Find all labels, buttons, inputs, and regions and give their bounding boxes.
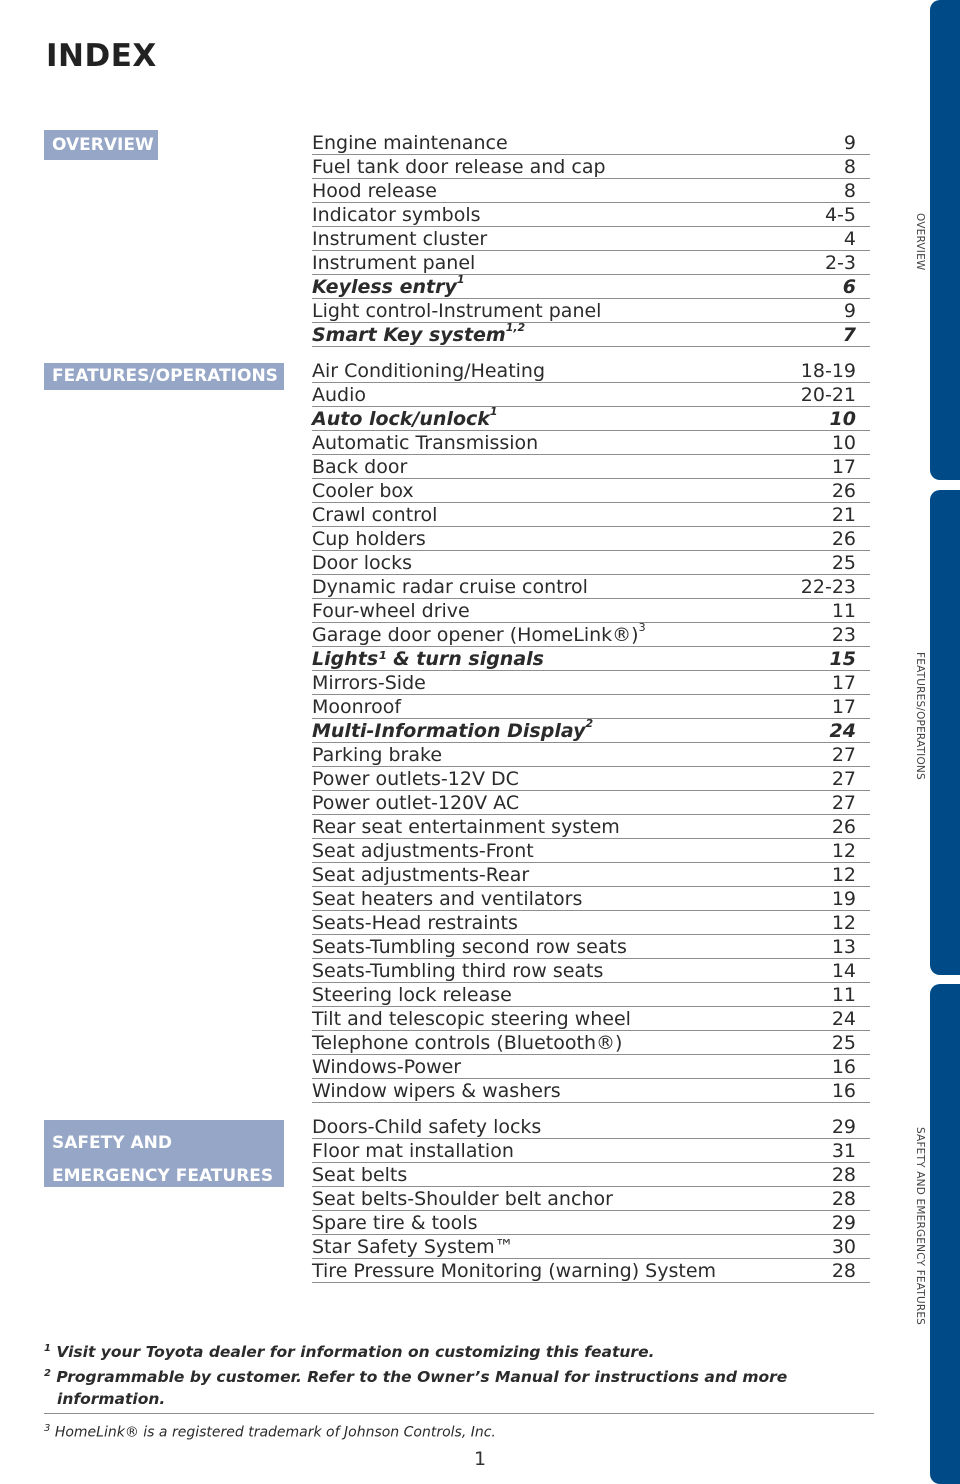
- index-entry-page: 9: [843, 300, 856, 322]
- index-entry: [312, 1115, 870, 1139]
- index-entry-text: Door locks: [312, 552, 412, 574]
- index-entry-page: 17: [831, 456, 856, 478]
- index-entry-text: Steering lock release: [312, 984, 512, 1006]
- index-entry-page: 10: [831, 432, 856, 454]
- index-entry-text: Smart Key system$^{1,2}$: [312, 320, 526, 346]
- index-entry-text: Cooler box: [312, 480, 414, 502]
- index-entry-page: 26: [831, 528, 856, 550]
- index-entry-page: 24: [829, 720, 856, 742]
- tab-label-overview: OVERVIEW: [914, 213, 926, 271]
- section-label-overview: OVERVIEW: [44, 130, 158, 160]
- footnote-2: [44, 1363, 874, 1410]
- section-label-safety: [44, 1120, 284, 1187]
- index-entry: [312, 911, 870, 935]
- index-entry-text: Seat heaters and ventilators: [312, 888, 583, 910]
- features-index-list: [312, 359, 870, 1103]
- index-entry-page: 21: [831, 504, 856, 526]
- index-entry-page: 23: [831, 624, 856, 646]
- tab-overview[interactable]: [930, 0, 960, 480]
- index-entry-page: 13: [831, 936, 856, 958]
- index-entry: [312, 599, 870, 623]
- index-entry-page: 12: [831, 840, 856, 862]
- overview-index-list: [312, 131, 870, 347]
- index-entry-page: 2-3: [824, 252, 856, 274]
- footnote-3-mark: 3: [44, 1423, 51, 1435]
- index-entry-page: 22-23: [800, 576, 856, 598]
- index-entry-page: 10: [829, 408, 856, 430]
- index-entry: [312, 299, 870, 323]
- index-entry-text: Window wipers & washers: [312, 1080, 561, 1102]
- index-entry-page: 4-5: [824, 204, 856, 226]
- index-entry: [312, 227, 870, 251]
- index-entry-text: Lights¹ & turn signals: [312, 648, 544, 670]
- index-entry-text: Seat belts: [312, 1164, 408, 1186]
- index-entry: [312, 743, 870, 767]
- index-entry-page: 11: [831, 984, 856, 1006]
- index-entry: [312, 1007, 870, 1031]
- index-entry-text: Dynamic radar cruise control: [312, 576, 588, 598]
- tab-label-features: FEATURES/OPERATIONS: [914, 652, 926, 780]
- index-entry-page: 8: [843, 180, 856, 202]
- index-entry-text: Floor mat installation: [312, 1140, 514, 1162]
- index-entry-page: 20-21: [800, 384, 856, 406]
- index-entry: [312, 155, 870, 179]
- index-entry-text: Light control-Instrument panel: [312, 300, 602, 322]
- index-entry-page: 28: [831, 1188, 856, 1210]
- page-number: 1: [473, 1448, 487, 1470]
- index-entry-text: Rear seat entertainment system: [312, 816, 620, 838]
- index-entry-page: 27: [831, 792, 856, 814]
- footnote-2-text-a: Programmable by customer. Refer to the Owner’s Manual for instructions and more: [56, 1368, 788, 1387]
- index-entry: [312, 551, 870, 575]
- index-entry-page: 16: [831, 1080, 856, 1102]
- index-entry: [312, 251, 870, 275]
- index-entry-text: Seat adjustments-Front: [312, 840, 534, 862]
- index-entry-page: 25: [831, 1032, 856, 1054]
- footnote-3: [44, 1418, 874, 1444]
- index-entry-text: Mirrors-Side: [312, 672, 426, 694]
- index-entry: [312, 839, 870, 863]
- index-entry: [312, 815, 870, 839]
- index-entry-page: 27: [831, 768, 856, 790]
- index-entry-text: Parking brake: [312, 744, 443, 766]
- index-entry-page: 28: [831, 1164, 856, 1186]
- index-entry-text: Four-wheel drive: [312, 600, 470, 622]
- index-entry: [312, 887, 870, 911]
- index-entry-text: Tire Pressure Monitoring (warning) System: [312, 1260, 717, 1282]
- index-entry-text: Audio: [312, 384, 367, 406]
- section-label-safety-line2: EMERGENCY FEATURES: [52, 1166, 274, 1186]
- index-entry-text: Seat belts-Shoulder belt anchor: [312, 1188, 613, 1210]
- footnote-divider: [44, 1413, 874, 1414]
- index-entry-text: Hood release: [312, 180, 437, 202]
- index-entry-text: Instrument cluster: [312, 228, 488, 250]
- index-entry: [312, 983, 870, 1007]
- index-entry-text: Spare tire & tools: [312, 1212, 478, 1234]
- index-entry: [312, 863, 870, 887]
- index-entry-text: Garage door opener (HomeLink®)$^3$: [312, 620, 646, 646]
- index-entry-page: 18-19: [800, 360, 856, 382]
- safety-index-list: [312, 1115, 870, 1283]
- footnote-3-text: HomeLink® is a registered trademark of Johnson Controls, Inc.: [54, 1424, 496, 1441]
- index-entry-page: 16: [831, 1056, 856, 1078]
- page-title: INDEX: [46, 38, 157, 74]
- index-entry-page: 30: [831, 1236, 856, 1258]
- index-entry-text: Power outlet-120V AC: [312, 792, 520, 814]
- index-entry-page: 17: [831, 672, 856, 694]
- index-entry: [312, 1055, 870, 1079]
- index-entry: [312, 1031, 870, 1055]
- index-entry: [312, 695, 870, 719]
- index-entry: [312, 791, 870, 815]
- index-entry-text: Seats-Tumbling third row seats: [312, 960, 604, 982]
- footnote-1: [44, 1338, 874, 1363]
- footnote-1-text: Visit your Toyota dealer for information on customizing this feature.: [56, 1343, 655, 1362]
- index-entry-text: Tilt and telescopic steering wheel: [312, 1008, 631, 1030]
- index-entry-page: 27: [831, 744, 856, 766]
- index-entry: [312, 404, 870, 431]
- index-entry-page: 9: [843, 132, 856, 154]
- index-entry: [312, 1259, 870, 1283]
- index-entry: [312, 575, 870, 599]
- tab-safety[interactable]: [930, 984, 960, 1484]
- index-entry-text: Automatic Transmission: [312, 432, 539, 454]
- index-entry: [312, 959, 870, 983]
- index-entry-page: 31: [831, 1140, 856, 1162]
- index-entry: [312, 179, 870, 203]
- index-entry-page: 7: [842, 324, 856, 346]
- footnote-1-mark: 1: [44, 1343, 51, 1354]
- index-entry-page: 12: [831, 912, 856, 934]
- index-entry: [312, 671, 870, 695]
- index-entry-text: Indicator symbols: [312, 204, 481, 226]
- index-entry-page: 8: [843, 156, 856, 178]
- index-entry-page: 25: [831, 552, 856, 574]
- index-entry: [312, 131, 870, 155]
- index-entry-text: Power outlets-12V DC: [312, 768, 519, 790]
- section-label-features: FEATURES/OPERATIONS: [44, 363, 284, 390]
- index-entry-page: 28: [831, 1260, 856, 1282]
- index-entry-text: Auto lock/unlock$^1$: [312, 404, 498, 430]
- index-entry: [312, 203, 870, 227]
- footnote-2-text-b: information.: [57, 1390, 166, 1409]
- index-entry-footnote-mark: 1: [456, 272, 465, 286]
- section-label-safety-line1: SAFETY AND: [52, 1133, 172, 1153]
- index-entry-text: Telephone controls (Bluetooth®): [312, 1032, 623, 1054]
- index-entry-text: Cup holders: [312, 528, 426, 550]
- index-entry-page: 11: [831, 600, 856, 622]
- index-entry: [312, 359, 870, 383]
- footnotes: [44, 1338, 874, 1444]
- index-entry-text: Back door: [312, 456, 408, 478]
- index-entry-text: Air Conditioning/Heating: [312, 360, 546, 382]
- index-entry-text: Moonroof: [312, 696, 402, 718]
- index-entry: [312, 431, 870, 455]
- footnote-2-mark: 2: [44, 1368, 51, 1380]
- index-entry-text: Doors-Child safety locks: [312, 1116, 542, 1138]
- index-entry-text: Seat adjustments-Rear: [312, 864, 530, 886]
- index-entry: [312, 620, 870, 647]
- index-entry: [312, 272, 870, 299]
- index-entry-text: Seats-Tumbling second row seats: [312, 936, 627, 958]
- index-entry: [312, 1079, 870, 1103]
- index-entry-text: Windows-Power: [312, 1056, 462, 1078]
- tab-features[interactable]: [930, 490, 960, 975]
- index-entry-text: Star Safety System™: [312, 1236, 514, 1258]
- index-entry: [312, 527, 870, 551]
- index-entry: [312, 1187, 870, 1211]
- index-entry-page: 24: [831, 1008, 856, 1030]
- index-entry-footnote-mark: 2: [585, 716, 594, 730]
- index-entry-page: 6: [842, 276, 856, 298]
- index-entry-text: Fuel tank door release and cap: [312, 156, 606, 178]
- index-entry-page: 17: [831, 696, 856, 718]
- index-entry: [312, 320, 870, 347]
- index-entry: [312, 503, 870, 527]
- index-entry: [312, 383, 870, 407]
- index-entry: [312, 1235, 870, 1259]
- index-entry-page: 4: [843, 228, 856, 250]
- index-entry-text: Engine maintenance: [312, 132, 508, 154]
- index-entry: [312, 767, 870, 791]
- index-entry-footnote-mark: 1: [489, 404, 498, 418]
- index-entry-page: 26: [831, 480, 856, 502]
- index-entry-text: Crawl control: [312, 504, 438, 526]
- index-entry: [312, 1163, 870, 1187]
- index-entry: [312, 716, 870, 743]
- tab-label-safety: SAFETY AND EMERGENCY FEATURES: [914, 1127, 926, 1326]
- index-entry-page: 26: [831, 816, 856, 838]
- index-entry-text: Keyless entry$^1$: [312, 272, 465, 298]
- index-entry-footnote-mark: 3: [638, 620, 646, 634]
- index-entry-footnote-mark: 1,2: [505, 320, 526, 334]
- index-entry: [312, 479, 870, 503]
- index-entry: [312, 647, 870, 671]
- index-entry: [312, 455, 870, 479]
- index-entry-page: 15: [829, 648, 856, 670]
- index-entry-text: Seats-Head restraints: [312, 912, 518, 934]
- index-entry-text: Multi-Information Display$^2$: [312, 716, 594, 742]
- index-entry-text: Instrument panel: [312, 252, 476, 274]
- index-entry-page: 14: [831, 960, 856, 982]
- index-entry: [312, 1211, 870, 1235]
- index-entry-page: 29: [831, 1116, 856, 1138]
- index-entry: [312, 935, 870, 959]
- index-entry-page: 29: [831, 1212, 856, 1234]
- index-entry-page: 19: [831, 888, 856, 910]
- index-entry: [312, 1139, 870, 1163]
- index-entry-page: 12: [831, 864, 856, 886]
